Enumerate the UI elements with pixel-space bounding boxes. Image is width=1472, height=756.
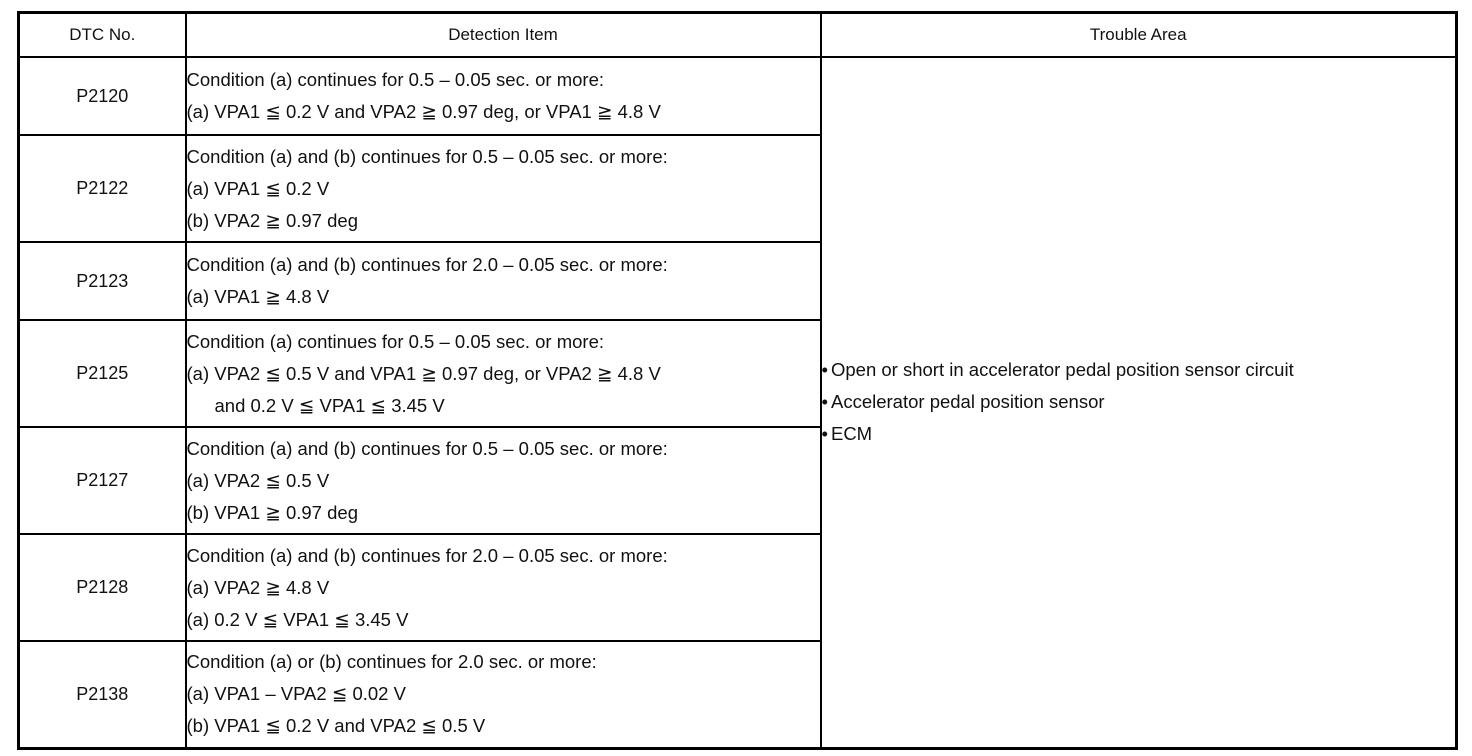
condition-line: (a) 0.2 V ≦ VPA1 ≦ 3.45 V: [186, 608, 409, 630]
dtc-code: P2123: [19, 242, 186, 320]
condition-line: (a) VPA1 ≦ 0.2 V: [186, 177, 330, 199]
condition-line: (a) VPA2 ≧ 4.8 V: [186, 576, 330, 598]
header-dtc-no: DTC No.: [19, 13, 186, 58]
condition-line: (a) VPA2 ≦ 0.5 V and VPA1 ≧ 0.97 deg, or VPA2 ≧ 4.8 V: [186, 362, 661, 384]
condition-line: Condition (a) and (b) continues for 2.0 – 0.05 sec. or more:: [186, 544, 668, 566]
header-trouble-area: Trouble Area: [821, 13, 1457, 58]
header-detection-item: Detection Item: [186, 13, 821, 58]
condition-line: Condition (a) and (b) continues for 0.5 – 0.05 sec. or more:: [186, 145, 668, 167]
bullet-icon: •: [821, 423, 828, 445]
header-row: [19, 13, 1457, 58]
detection-item: [186, 641, 821, 748]
trouble-area-text: Open or short in accelerator pedal position sensor circuit: [830, 359, 1294, 381]
condition-line: (a) VPA1 ≧ 4.8 V: [186, 286, 330, 307]
dtc-code: P2138: [19, 641, 186, 748]
detection-item: [186, 320, 821, 427]
bullet-icon: •: [821, 359, 828, 381]
dtc-table: [17, 11, 1458, 750]
condition-line: Condition (a) or (b) continues for 2.0 sec. or more:: [186, 651, 597, 673]
detection-item: [186, 135, 821, 242]
trouble-area-text: ECM: [830, 423, 873, 445]
dtc-code: P2127: [19, 427, 186, 534]
dtc-code: P2125: [19, 320, 186, 427]
condition-line: and 0.2 V ≦ VPA1 ≦ 3.45 V: [214, 394, 445, 416]
condition-line: (a) VPA1 – VPA2 ≦ 0.02 V: [186, 683, 406, 705]
condition-line: (b) VPA1 ≦ 0.2 V and VPA2 ≦ 0.5 V: [186, 715, 486, 737]
condition-line: (a) VPA1 ≦ 0.2 V and VPA2 ≧ 0.97 deg, or VPA1 ≧ 4.8 V: [186, 101, 661, 122]
detection-item: [186, 242, 821, 320]
dtc-code: P2120: [19, 57, 186, 135]
dtc-code: P2122: [19, 135, 186, 242]
table-row: [19, 57, 1457, 135]
trouble-area-item: [822, 418, 1456, 450]
condition-line: Condition (a) continues for 0.5 – 0.05 sec. or more:: [186, 69, 604, 90]
condition-line: (b) VPA1 ≧ 0.97 deg: [186, 501, 358, 523]
trouble-area-cell: [821, 57, 1457, 748]
trouble-area-text: Accelerator pedal position sensor: [830, 391, 1105, 413]
condition-line: Condition (a) and (b) continues for 0.5 – 0.05 sec. or more:: [186, 437, 668, 459]
condition-line: (a) VPA2 ≦ 0.5 V: [186, 469, 330, 491]
trouble-area-item: [822, 354, 1456, 386]
condition-line: Condition (a) continues for 0.5 – 0.05 sec. or more:: [186, 330, 604, 352]
detection-item: [186, 427, 821, 534]
detection-item: [186, 57, 821, 135]
trouble-area-item: [822, 386, 1456, 418]
bullet-icon: •: [821, 391, 828, 413]
condition-line: Condition (a) and (b) continues for 2.0 – 0.05 sec. or more:: [186, 254, 668, 275]
condition-line: (b) VPA2 ≧ 0.97 deg: [186, 209, 358, 231]
detection-item: [186, 534, 821, 641]
dtc-code: P2128: [19, 534, 186, 641]
